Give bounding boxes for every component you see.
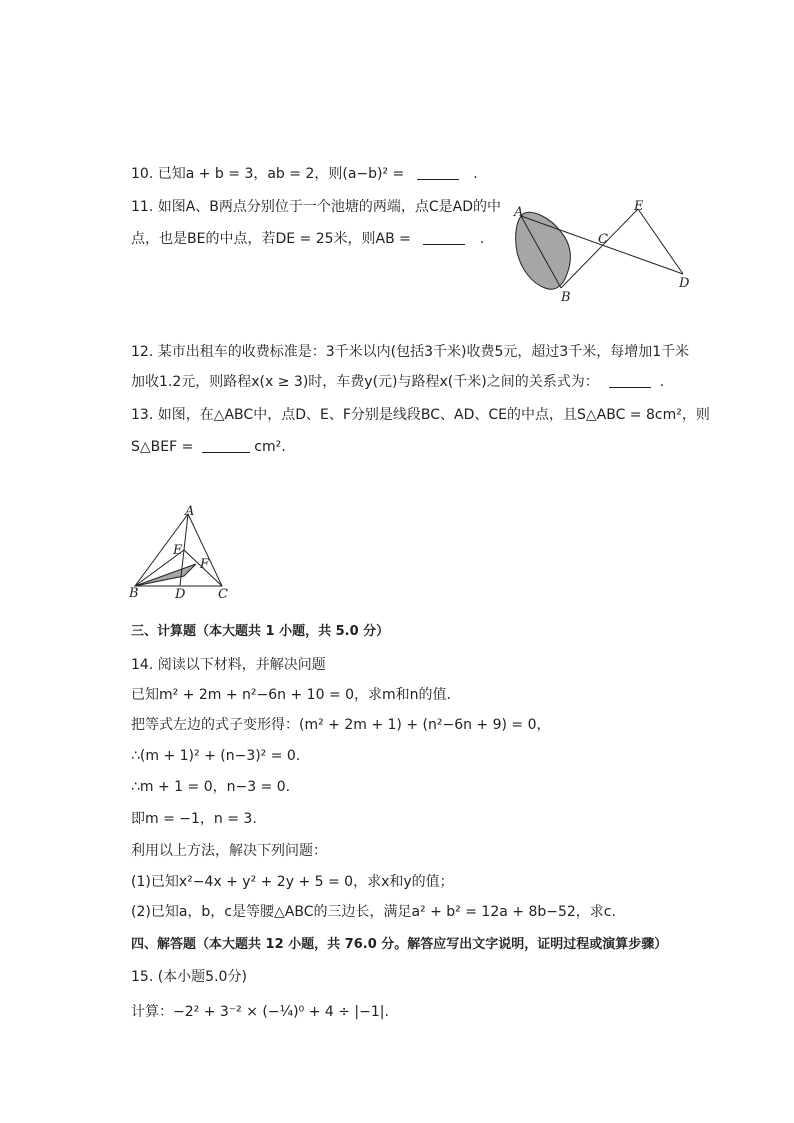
label-d: D	[175, 587, 186, 602]
question-10-text: 10. 已知a + b = 3，ab = 2，则(a−b)² =	[131, 166, 405, 182]
question-14-line: ∴(m + 1)² + (n−3)² = 0.	[131, 748, 301, 764]
question-12-line-2	[131, 372, 664, 392]
label-a: A	[514, 205, 524, 220]
question-12-text: 加收1.2元，则路程x(x ≥ 3)时，车费y(元)与路程x(千米)之间的关系式为：	[131, 374, 599, 390]
question-14-line: 把等式左边的式子变形得：(m² + 2m + 1) + (n²−6n + 9) = 0，	[131, 717, 551, 733]
question-10-tail: .	[473, 166, 478, 182]
question-13-line-2	[131, 437, 286, 457]
question-11-line-1: 11. 如图A、B两点分别位于一个池塘的两端，点C是AD的中	[131, 199, 502, 215]
section-4-title: 四、解答题（本大题共 12 小题，共 76.0 分。解答应写出文字说明，证明过程或演算步骤）	[131, 937, 668, 952]
question-12-line-1: 12. 某市出租车的收费标准是：3千米以内(包括3千米)收费5元，超过3千米，每增加1千米	[131, 344, 690, 360]
triangle-figure	[126, 506, 236, 602]
label-e: E	[634, 199, 644, 214]
question-10	[131, 164, 478, 184]
label-f: F	[200, 557, 210, 572]
question-14-line: (2)已知a，b，c是等腰△ABC的三边长，满足a² + b² = 12a + 8b−52，求c.	[131, 904, 616, 920]
segment-be	[561, 209, 638, 288]
answer-blank	[609, 373, 651, 388]
question-14-line: ∴m + 1 = 0，n−3 = 0.	[131, 779, 291, 795]
question-13-line-1: 13. 如图，在△ABC中，点D、E、F分别是线段BC、AD、CE的中点，且S△ABC = 8cm²，则	[131, 407, 710, 423]
question-15-expression: 计算：−2² + 3⁻² × (−¼)⁰ + 4 ÷ |−1|.	[131, 1004, 389, 1020]
question-12-tail: .	[659, 374, 665, 390]
pond-figure	[505, 196, 705, 306]
question-11-text: 点，也是BE的中点，若DE = 25米，则AB =	[131, 231, 411, 247]
triangle-bef	[135, 564, 196, 586]
question-13-area-label: S△BEF =	[131, 439, 194, 455]
question-14-line: 即m = −1，n = 3.	[131, 811, 257, 827]
answer-blank	[202, 438, 250, 453]
question-13-unit: cm².	[254, 439, 286, 455]
label-b: B	[561, 290, 571, 305]
label-b: B	[129, 586, 139, 601]
question-11-line-2	[131, 229, 484, 249]
question-14-line: 已知m² + 2m + n²−6n + 10 = 0，求m和n的值.	[131, 687, 451, 703]
answer-blank	[417, 165, 459, 180]
question-14-line: (1)已知x²−4x + y² + 2y + 5 = 0，求x和y的值；	[131, 874, 454, 890]
label-c: C	[598, 232, 608, 247]
section-3-title: 三、计算题（本大题共 1 小题，共 5.0 分）	[131, 624, 390, 639]
label-e: E	[173, 543, 183, 558]
question-14-line: 14. 阅读以下材料，并解决问题	[131, 657, 326, 673]
segment-ed	[638, 209, 683, 274]
label-c: C	[218, 587, 228, 602]
answer-blank	[423, 230, 465, 245]
question-15-head: 15. (本小题5.0分)	[131, 969, 247, 985]
label-a: A	[185, 504, 195, 519]
question-11-tail: .	[479, 231, 485, 247]
label-d: D	[679, 276, 690, 291]
question-14-line: 利用以上方法，解决下列问题：	[131, 843, 327, 859]
